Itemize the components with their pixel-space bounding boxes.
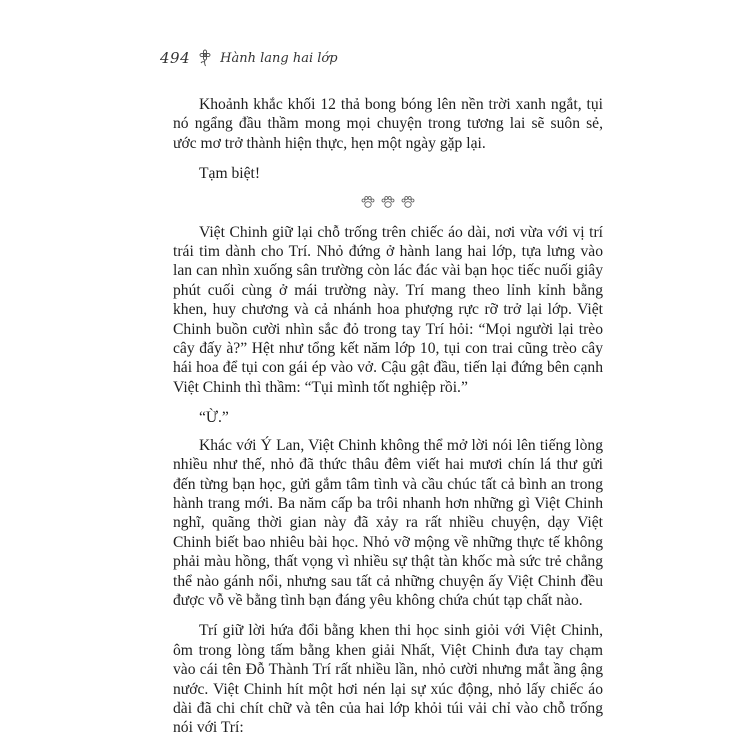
paragraph: Trí giữ lời hứa đổi bằng khen thi học sinh giỏi với Việt Chinh, ôm trong lòng tấm bằng khen giải Nhất, Việt Chinh đưa tay chạm vào cái tên Đỗ Thành Trí rất nhiều lần, nhỏ cười nhưng mắt ầng ậng nước. Việt Chinh hít một hơi nén lại sự xúc động, nhỏ lấy chiếc áo dài đã chi chít chữ và tên của hai lớp khỏi túi vải chỉ vào chỗ trống nói với Trí: — [173, 622, 603, 737]
body-text — [173, 95, 603, 749]
flower-icon — [196, 49, 214, 67]
paragraph: Việt Chinh giữ lại chỗ trống trên chiếc áo dài, nơi vừa với vị trí trái tim dành cho Trí. Nhỏ đứng ở hành lang hai lớp, tựa lưng vào lan can nhìn xuống sân trường còn lác đác vài bạn học tiếc nuối giây phút cuối cùng ở mái trường này. Trí mang theo lỉnh kỉnh bằng khen, huy chương và cả nhánh hoa phượng rực rỡ trở lại lớp. Việt Chinh buồn cười nhìn sắc đỏ trong tay Trí hỏi: “Mọi người lại trèo cây đấy à?” Hệt như tổng kết năm lớp 10, tụi con trai cũng trèo cây hái hoa để tụi con gái ép vào vở. Cậu gật đầu, tiến lại đứng bên cạnh Việt Chinh thì thầm: “Tụi mình tốt nghiệp rồi.” — [173, 223, 603, 396]
paragraph: Khác với Ý Lan, Việt Chinh không thể mở lời nói lên tiếng lòng nhiều như thế, nhỏ đã thức thâu đêm viết hai mươi chín lá thư gửi đến từng bạn học, gửi gắm tâm tình và cầu chúc tất cả bình an trong hành trang mới. Ba năm cấp ba trôi nhanh hơn những gì Việt Chinh nghĩ, quãng thời gian này đã xảy ra rất nhiều chuyện, dạy Việt Chinh biết bao nhiêu bài học. Nhỏ vỡ mộng về những thực tế không phải màu hồng, thất vọng vì nhiều sự thật tàn khốc mà sức trẻ chẳng thể nào gánh nổi, nhưng sau tất cả những chuyện ấy Việt Chinh đều được vỗ về bằng tình bạn đáng yêu không chứa chút tạp chất nào. — [173, 436, 603, 609]
paragraph: Tạm biệt! — [199, 165, 261, 183]
section-divider — [173, 192, 603, 212]
page-number: 494 — [160, 49, 191, 67]
paw-print-icon — [380, 194, 396, 210]
running-header — [160, 46, 338, 70]
book-title: Hành lang hai lớp — [220, 50, 338, 66]
paw-print-icon — [360, 194, 376, 210]
paragraph: “Ừ.” — [199, 409, 229, 427]
paragraph: Khoảnh khắc khối 12 thả bong bóng lên nền trời xanh ngắt, tụi nó ngẩng đầu thầm mong mọi chuyện trong tương lai sẽ suôn sẻ, ước mơ trở thành hiện thực, hẹn một ngày gặp lại. — [173, 96, 603, 152]
paw-print-icon — [400, 194, 416, 210]
